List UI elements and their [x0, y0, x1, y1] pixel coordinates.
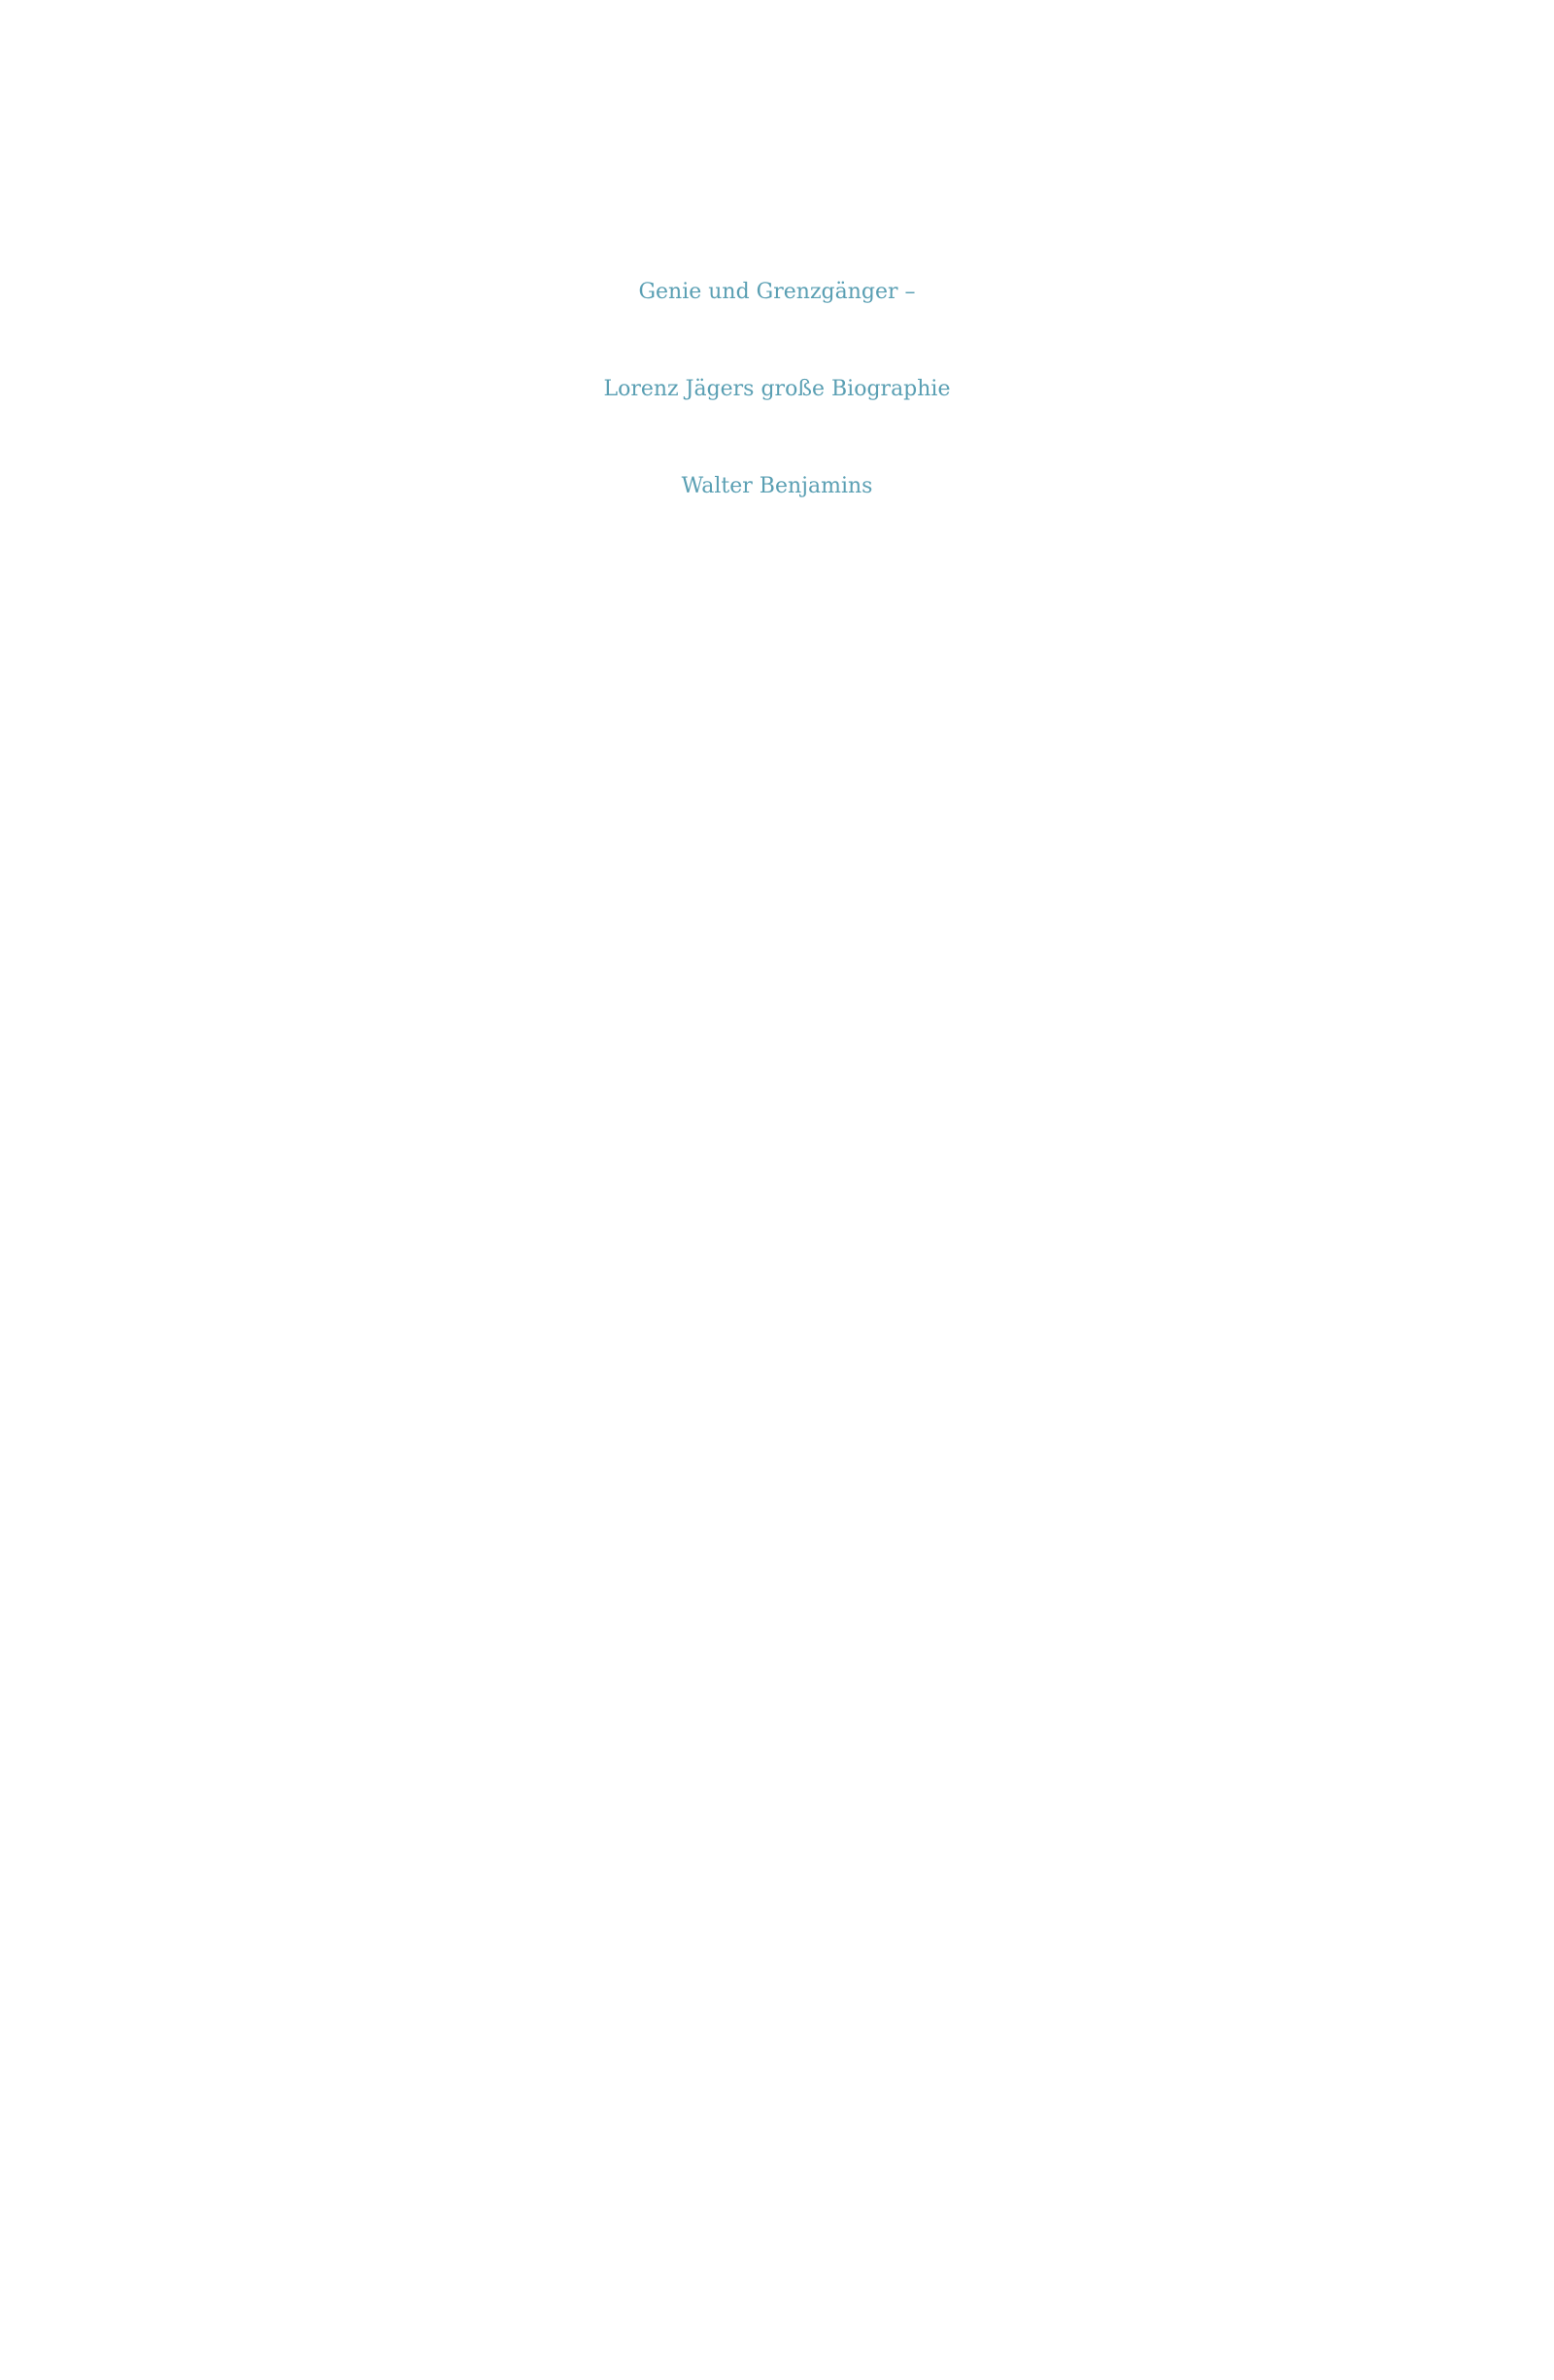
title-line-1: Genie und Grenzgänger –: [638, 280, 916, 304]
title-line-2: Lorenz Jägers große Biographie: [603, 377, 951, 401]
title-line-3: Walter Benjamins: [681, 474, 873, 498]
